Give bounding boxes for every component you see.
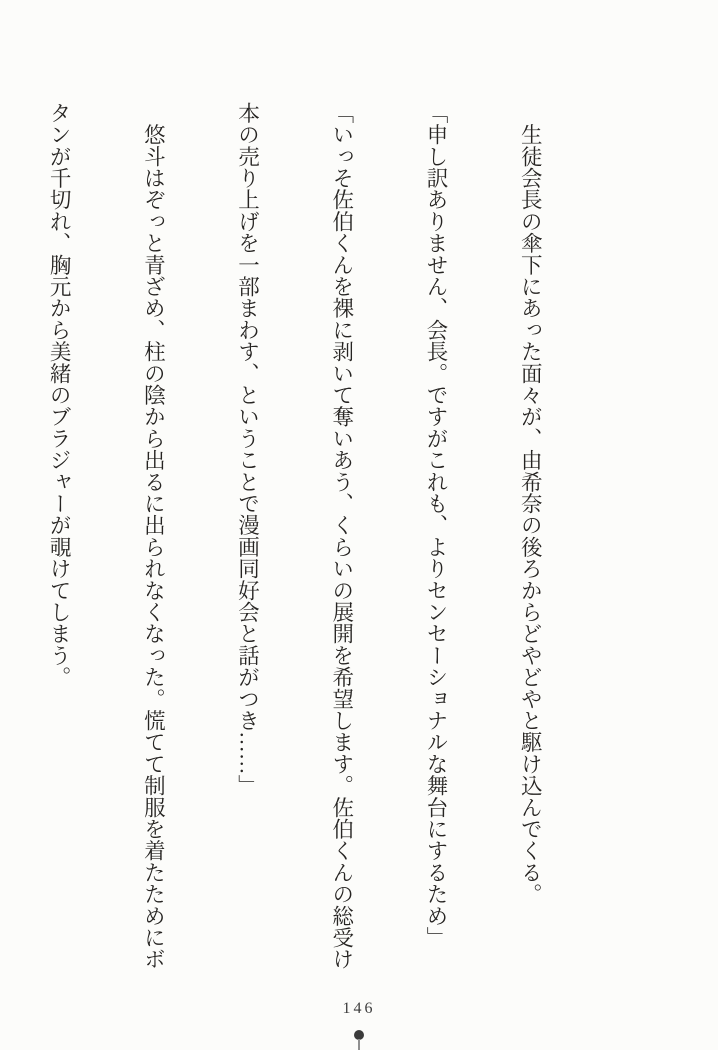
text-line: 悠斗はぞっと青ざめ、柱の陰から出るに出られなくなった。慌てて制服を着たためにボ (141, 102, 166, 970)
pin-stem (358, 1039, 360, 1050)
body-text (0, 102, 608, 970)
text-line: 本の売り上げを一部まわす、ということで漫画同好会と話がつき……」 (235, 102, 260, 797)
text-line: 「いっそ佐伯くんを裸に剥いて奪いあう、くらいの展開を希望します。佐伯くんの総受け (329, 102, 354, 970)
text-line: 生徒会長の傘下にあった面々が、由希奈の後ろからどやどやと駆け込んでくる。 (518, 102, 543, 905)
page-number: 146 (342, 1000, 376, 1017)
text-line: タンが千切れ、胸元から美緒のブラジャーが覗けてしまう。 (47, 102, 72, 688)
pin-dot-icon (354, 1030, 364, 1040)
text-line: 「申し訳ありません、会長。ですがこれも、よりセンセーショナルな舞台にするため」 (423, 102, 448, 949)
